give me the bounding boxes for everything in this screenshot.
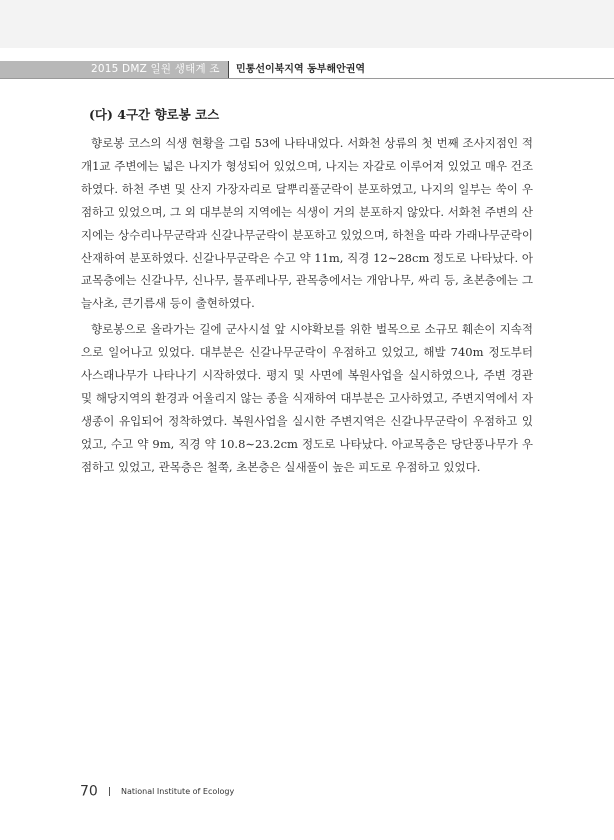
header-rule [0,78,614,79]
header-divider [228,61,229,78]
header-background [0,0,614,48]
header-title: 2015 DMZ 일원 생태계 조사 [91,63,220,92]
footer-divider [109,787,110,796]
footer-organization: National Institute of Ecology [121,787,235,796]
body-text [81,132,533,482]
paragraph-1: 향로봉 코스의 식생 현황을 그림 53에 나타내었다. 서화천 상류의 첫 번째 조사지점인 적개1교 주변에는 넓은 나지가 형성되어 있었으며, 나지는 자갈로 이루어져 있었고 매우 건조하였다. 하천 주변 및 산지 가장자리로 달뿌리풀군락이 분포하였고, 나지의 일부는 쑥이 우점하고 있었으며, 그 외 대부분의 지역에는 식생이 거의 분포하지 않았다. 서화천 주변의 산지에는 상수리나무군락과 신갈나무군락이 분포하고 있었으며, 하천을 따라 가래나무군락이 산재하여 분포하였다. 신갈나무군락은 수고 약 11m, 직경 12∼28cm 정도로 나타났다. 아교목층에는 신갈나무, 신나무, 물푸레나무, 관목층에서는 개암나무, 싸리 등, 초본층에는 그늘사초, 큰기름새 등이 출현하였다. [81,136,533,311]
header-subtitle: 민통선이북지역 동부해안권역 [236,64,366,75]
section-title: (다) 4구간 향로봉 코스 [89,107,220,122]
page-footer [80,781,234,799]
paragraph-2: 향로봉으로 올라가는 길에 군사시설 앞 시야확보를 위한 벌목으로 소규모 훼손이 지속적으로 일어나고 있었다. 대부분은 신갈나무군락이 우점하고 있었고, 해발 740m 정도부터 사스래나무가 나타나기 시작하였다. 평지 및 사면에 복원사업을 실시하였으나, 주변 경관 및 해당지역의 환경과 어울리지 않는 종을 식재하여 대부분은 고사하였고, 주변지역에서 자생종이 유입되어 정착하였다. 복원사업을 실시한 주변지역은 신갈나무군락이 우점하고 있었고, 수고 약 9m, 직경 약 10.8∼23.2cm 정도로 나타났다. 아교목층은 당단풍나무가 우점하고 있었고, 관목층은 철쭉, 초본층은 실새풀이 높은 피도로 우점하고 있었다. [81,322,533,474]
header-title-bar [0,61,228,92]
page-number: 70 [80,783,98,800]
